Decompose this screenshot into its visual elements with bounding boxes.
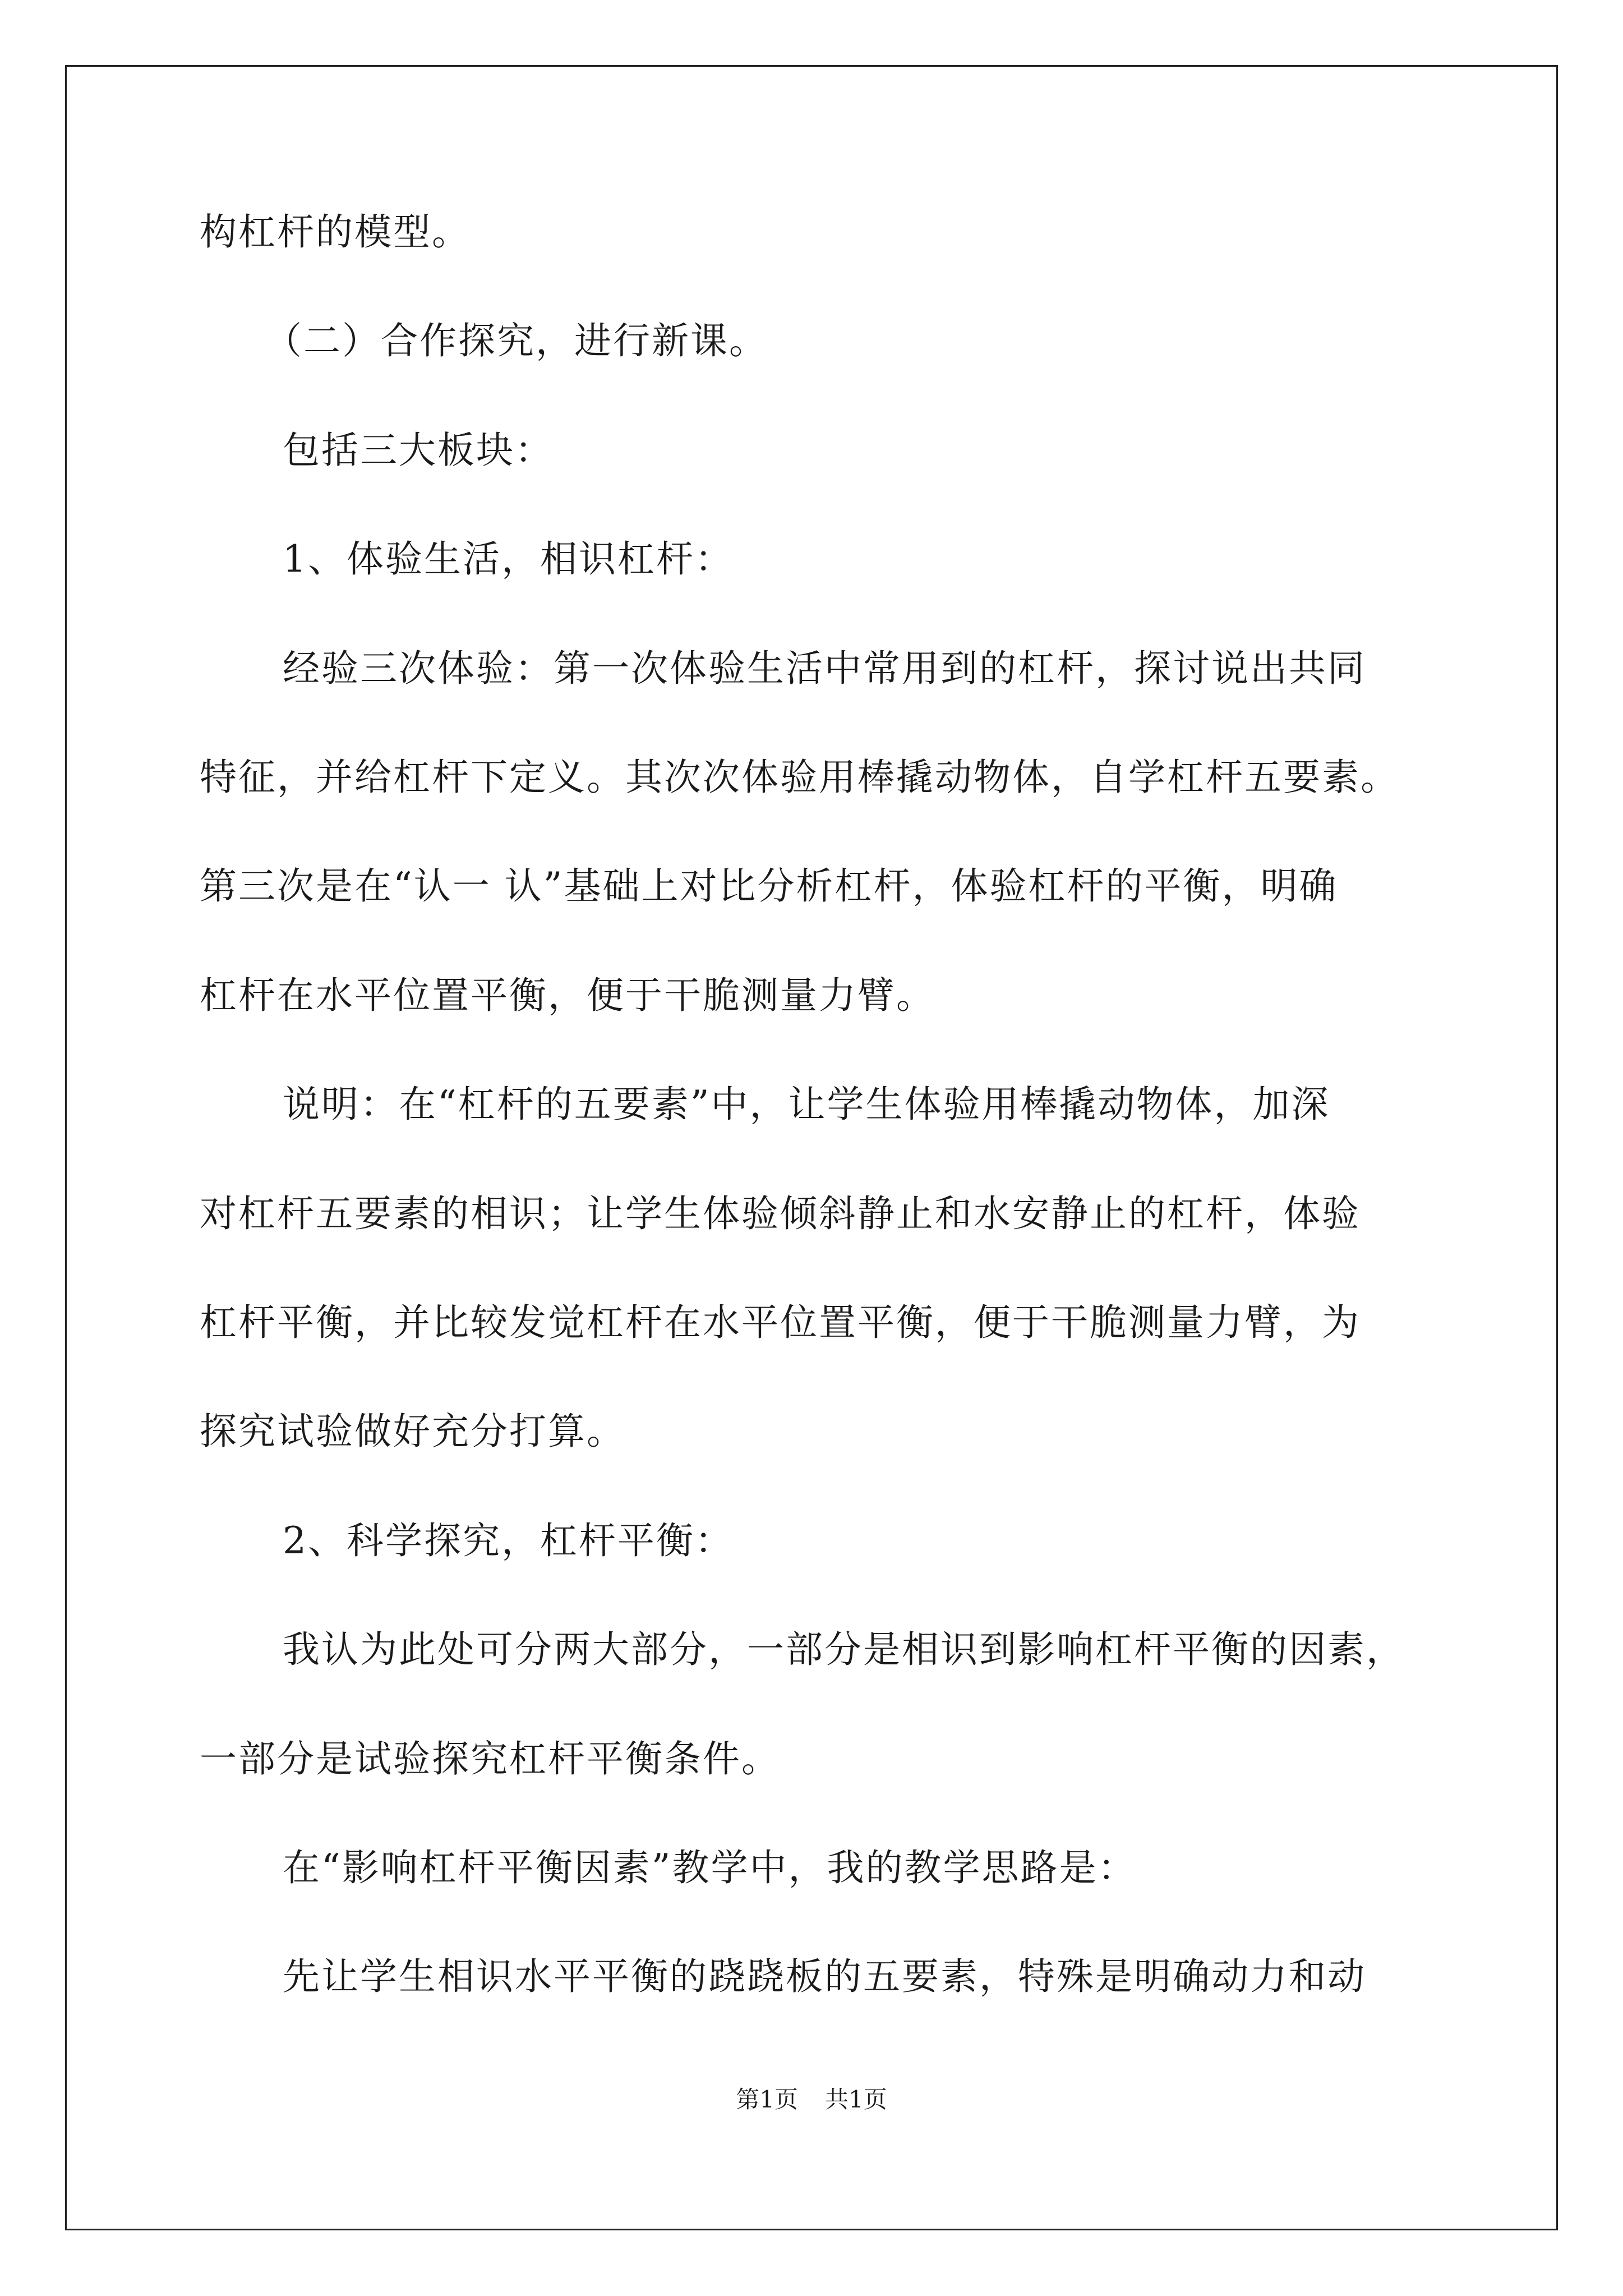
text-line: 在“影响杠杆平衡因素”教学中，我的教学思路是： bbox=[283, 1846, 1137, 1889]
text-line: 杠杆在水平位置平衡，便于干脆测量力臂。 bbox=[200, 974, 935, 1017]
page-number: 第1页 bbox=[736, 2086, 798, 2113]
text-line: 对杠杆五要素的相识；让学生体验倾斜静止和水安静止的杠杆，体验 bbox=[200, 1192, 1361, 1235]
text-line: 探究试验做好充分打算。 bbox=[200, 1410, 625, 1453]
text-line: 经验三次体验：第一次体验生活中常用到的杠杆，探讨说出共同 bbox=[283, 647, 1366, 690]
text-line: 第三次是在“认一 认”基础上对比分析杠杆，体验杠杆的平衡，明确 bbox=[200, 864, 1338, 908]
text-line: 包括三大板块： bbox=[283, 429, 554, 472]
text-line: 一部分是试验探究杠杆平衡条件。 bbox=[200, 1737, 780, 1780]
subsection-heading: 1、体验生活，相识杠杆： bbox=[283, 537, 734, 581]
text-line: 构杠杆的模型。 bbox=[200, 210, 471, 254]
section-heading: （二）合作探究，进行新课。 bbox=[265, 319, 768, 362]
page-border bbox=[65, 65, 1558, 2230]
subsection-heading: 2、科学探究，杠杆平衡： bbox=[283, 1519, 734, 1562]
page-footer bbox=[0, 2086, 1623, 2114]
text-line: 特征，并给杠杆下定义。其次次体验用棒撬动物体，自学杠杆五要素。 bbox=[200, 756, 1399, 799]
page-total: 共1页 bbox=[825, 2086, 887, 2113]
text-line: 先让学生相识水平平衡的跷跷板的五要素，特殊是明确动力和动 bbox=[283, 1955, 1366, 1998]
text-line: 说明：在“杠杆的五要素”中，让学生体验用棒撬动物体，加深 bbox=[283, 1083, 1330, 1126]
text-line: 我认为此处可分两大部分，一部分是相识到影响杠杆平衡的因素， bbox=[283, 1628, 1405, 1671]
text-line: 杠杆平衡，并比较发觉杠杆在水平位置平衡，便于干脆测量力臂，为 bbox=[200, 1301, 1361, 1344]
